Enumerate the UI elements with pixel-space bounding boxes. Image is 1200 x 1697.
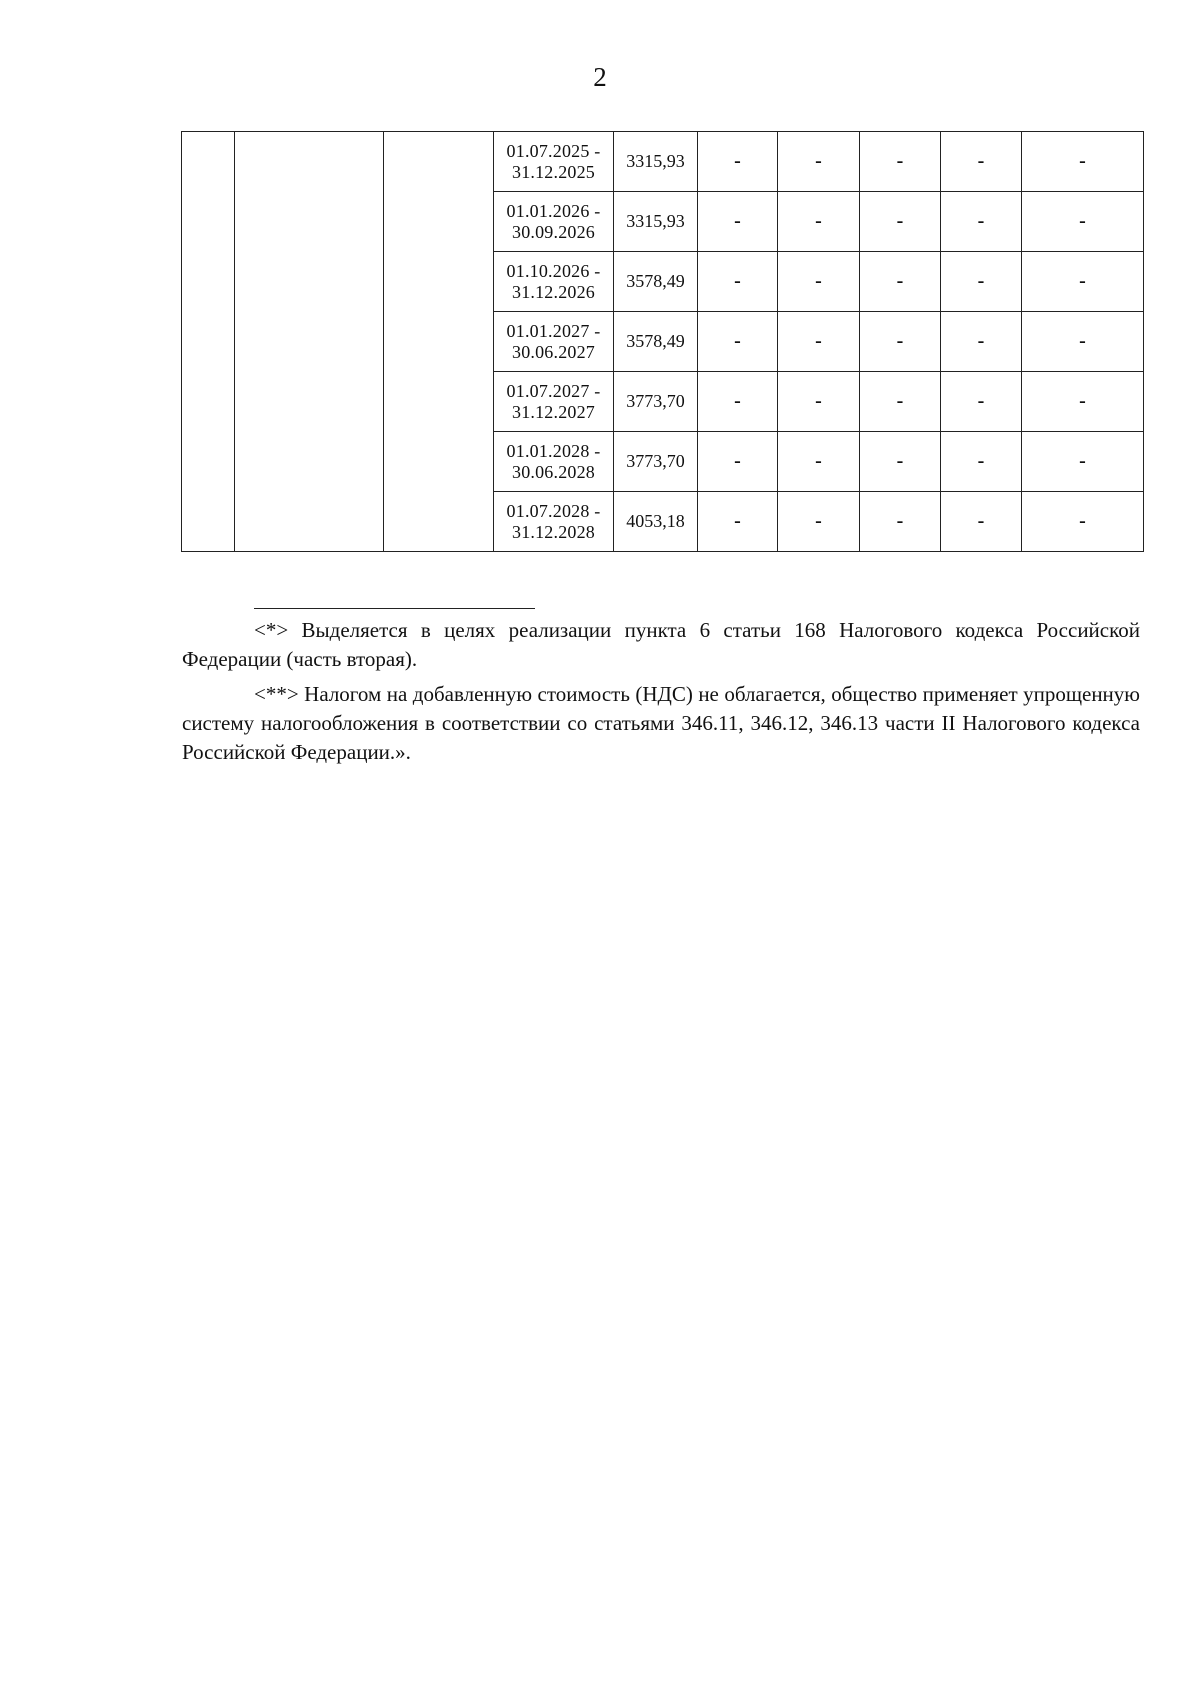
dash-cell: - <box>1022 432 1144 492</box>
dash-cell: - <box>698 432 778 492</box>
dash-cell: - <box>941 312 1022 372</box>
period-start: 01.01.2027 - <box>506 320 601 341</box>
table-row <box>182 132 1144 192</box>
period-end: 30.06.2028 <box>512 461 595 482</box>
period-cell <box>494 492 614 552</box>
dash-cell: - <box>778 192 860 252</box>
period-cell <box>494 372 614 432</box>
empty-cell-b <box>235 132 384 552</box>
dash-cell: - <box>1022 372 1144 432</box>
dash-cell: - <box>778 372 860 432</box>
period-end: 31.12.2028 <box>512 521 595 542</box>
dash-cell: - <box>860 492 941 552</box>
period-end: 31.12.2027 <box>512 401 595 422</box>
period-start: 01.01.2028 - <box>506 440 601 461</box>
dash-cell: - <box>941 372 1022 432</box>
dash-cell: - <box>698 312 778 372</box>
period-end: 30.09.2026 <box>512 221 595 242</box>
footnote-divider <box>254 608 535 609</box>
dash-cell: - <box>698 132 778 192</box>
dash-cell: - <box>1022 132 1144 192</box>
footnote-1: <*> Выделяется в целях реализации пункта 6 статьи 168 Налогового кодекса Российской Федерации (часть вторая). <box>182 618 1140 671</box>
dash-cell: - <box>778 312 860 372</box>
period-cell <box>494 432 614 492</box>
period-end: 31.12.2025 <box>512 161 595 182</box>
dash-cell: - <box>1022 312 1144 372</box>
tariff-value-cell: 3315,93 <box>614 192 698 252</box>
dash-cell: - <box>860 132 941 192</box>
period-cell <box>494 252 614 312</box>
dash-cell: - <box>698 252 778 312</box>
dash-cell: - <box>941 252 1022 312</box>
period-start: 01.10.2026 - <box>506 260 601 281</box>
dash-cell: - <box>860 432 941 492</box>
dash-cell: - <box>941 192 1022 252</box>
dash-cell: - <box>860 192 941 252</box>
dash-cell: - <box>698 372 778 432</box>
empty-cell-a <box>182 132 235 552</box>
period-start: 01.07.2028 - <box>506 500 601 521</box>
tariff-value-cell: 3315,93 <box>614 132 698 192</box>
tariff-value-cell: 3773,70 <box>614 432 698 492</box>
period-cell <box>494 192 614 252</box>
tariff-value-cell: 4053,18 <box>614 492 698 552</box>
page-number: 2 <box>593 62 607 92</box>
dash-cell: - <box>778 432 860 492</box>
period-cell <box>494 312 614 372</box>
tariff-table-body <box>182 132 1144 552</box>
dash-cell: - <box>941 132 1022 192</box>
dash-cell: - <box>778 132 860 192</box>
dash-cell: - <box>698 492 778 552</box>
dash-cell: - <box>1022 492 1144 552</box>
period-start: 01.07.2025 - <box>506 140 601 161</box>
dash-cell: - <box>778 492 860 552</box>
footnote-2: <**> Налогом на добавленную стоимость (НДС) не облагается, общество применяет упрощенную систему налогообложения в соответствии со статьями 346.11, 346.12, 346.13 части II Налогового кодекса Российской Федерации.». <box>182 682 1140 764</box>
dash-cell: - <box>698 192 778 252</box>
empty-cell-c <box>384 132 494 552</box>
period-end: 31.12.2026 <box>512 281 595 302</box>
dash-cell: - <box>860 372 941 432</box>
tariff-table <box>181 131 1144 552</box>
tariff-value-cell: 3773,70 <box>614 372 698 432</box>
dash-cell: - <box>1022 252 1144 312</box>
tariff-value-cell: 3578,49 <box>614 312 698 372</box>
period-start: 01.01.2026 - <box>506 200 601 221</box>
period-start: 01.07.2027 - <box>506 380 601 401</box>
footnotes <box>182 616 1140 773</box>
dash-cell: - <box>941 432 1022 492</box>
period-cell <box>494 132 614 192</box>
dash-cell: - <box>941 492 1022 552</box>
dash-cell: - <box>778 252 860 312</box>
dash-cell: - <box>1022 192 1144 252</box>
period-end: 30.06.2027 <box>512 341 595 362</box>
dash-cell: - <box>860 312 941 372</box>
tariff-value-cell: 3578,49 <box>614 252 698 312</box>
dash-cell: - <box>860 252 941 312</box>
